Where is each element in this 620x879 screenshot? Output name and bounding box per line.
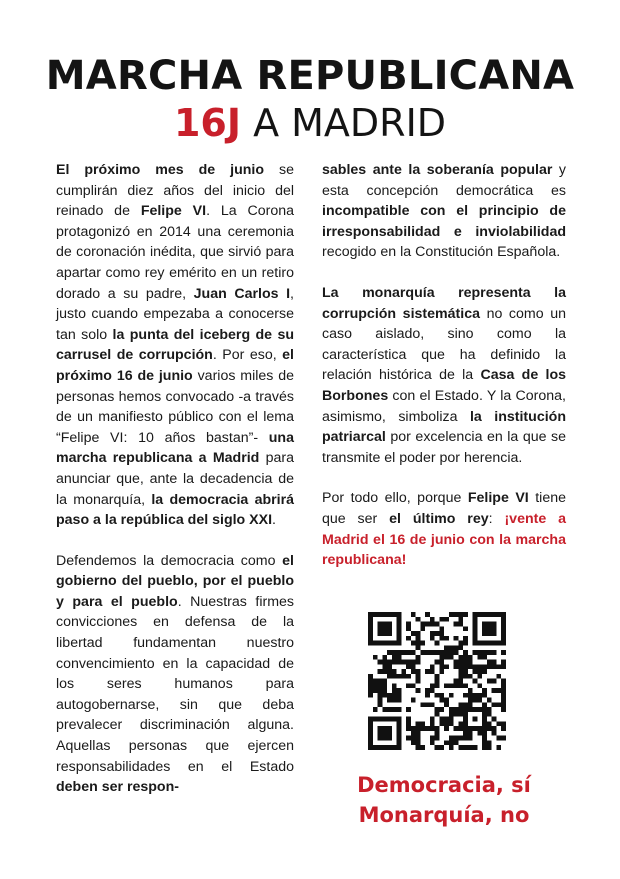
emphasis-text: El próximo mes de junio — [56, 162, 265, 178]
emphasis-text: La monarquía representa la corrupción sistemática — [322, 284, 566, 322]
emphasis-text: incompatible con el principio de irresponsabilidad e inviolabilidad — [322, 203, 566, 240]
paragraph-intro: El próximo mes de junio se cumplirán diez años del inicio del reinado de Felipe VI. La Corona protagonizó en 2014 una ceremonia de coronación inédita, que sirvió para apartar como rey emérito en un retiro dorado a su padre, Juan Carlos I, justo cuando empezaba a conocerse tan solo la punta del iceberg de su carrusel de corrupción. Por eso, el próximo 16 de junio varios miles de personas hemos convocado -a través de un manifiesto público con el lema “Felipe VI: 10 años bastan”- una marcha republicana a Madrid para anunciar que, ante la decadencia de la monarquía, la democracia abrirá paso a la república del siglo XXI. — [56, 162, 295, 529]
slogan — [322, 770, 566, 830]
paragraph-sovereignty: sables ante la soberanía popular y esta concepción democrática es incompatible con el principio de irresponsabilidad e inviolabilidad recogido en la Constitución Española. — [322, 162, 566, 261]
slogan-line-2: Monarquía, no — [358, 803, 530, 827]
title-line-1: MARCHA REPUBLICANA — [45, 53, 575, 99]
highlight-text: ¡vente a Madrid el 16 de junio con la marcha republicana! — [322, 510, 567, 569]
paragraph-corruption: La monarquía representa la corrupción sistemática no como un caso aislado, sino como la característica que ha definido la relación histórica de la Casa de los Borbones con el Estado. Y la Corona, asimismo, simboliza la institución patriarcal por excelencia en la que se transmite el poder por herencia. — [322, 284, 567, 466]
emphasis-text: Felipe VI — [140, 203, 207, 220]
emphasis-text: sables ante la soberanía popular — [322, 162, 553, 178]
emphasis-text: el gobierno del pueblo, por el pueblo y para el pueblo — [56, 552, 294, 610]
paragraph-call-to-action: Por todo ello, porque Felipe VI tiene que ser el último rey: ¡vente a Madrid el 16 de junio con la marcha republicana! — [322, 490, 567, 569]
left-column — [56, 160, 294, 798]
title-date-highlight: 16J — [173, 101, 241, 145]
right-column — [322, 160, 566, 571]
emphasis-text: deben ser respon- — [56, 779, 179, 796]
emphasis-text: la punta del iceberg de su carrusel de corrupción — [56, 326, 294, 364]
emphasis-text: una marcha republicana a Madrid — [56, 429, 294, 467]
emphasis-text: la democracia abrirá paso a la república del siglo XXI — [56, 491, 294, 529]
emphasis-text: la institución patriarcal — [322, 408, 566, 446]
slogan-line-1: Democracia, sí — [357, 773, 531, 797]
emphasis-text: el próximo 16 de junio — [56, 347, 294, 384]
title-destination: A MADRID — [253, 101, 447, 145]
emphasis-text: Felipe VI — [467, 490, 529, 507]
emphasis-text: Juan Carlos I — [193, 285, 291, 302]
emphasis-text: el último rey — [389, 510, 489, 527]
paragraph-democracy: Defendemos la democracia como el gobierno del pueblo, por el pueblo y para el pueblo. Nuestras firmes convicciones en defensa de la libertad fundamentan nuestro convencimiento en la capacidad de los seres humanos para autogobernarse, sin que deba prevalecer discriminación alguna. Aquellas personas que ejercen responsabilidades en el Estado deben ser respon- — [56, 552, 295, 796]
qr-code-icon[interactable] — [368, 612, 506, 750]
title-line-2 — [0, 101, 620, 145]
emphasis-text: Casa de los Borbones — [322, 367, 567, 404]
